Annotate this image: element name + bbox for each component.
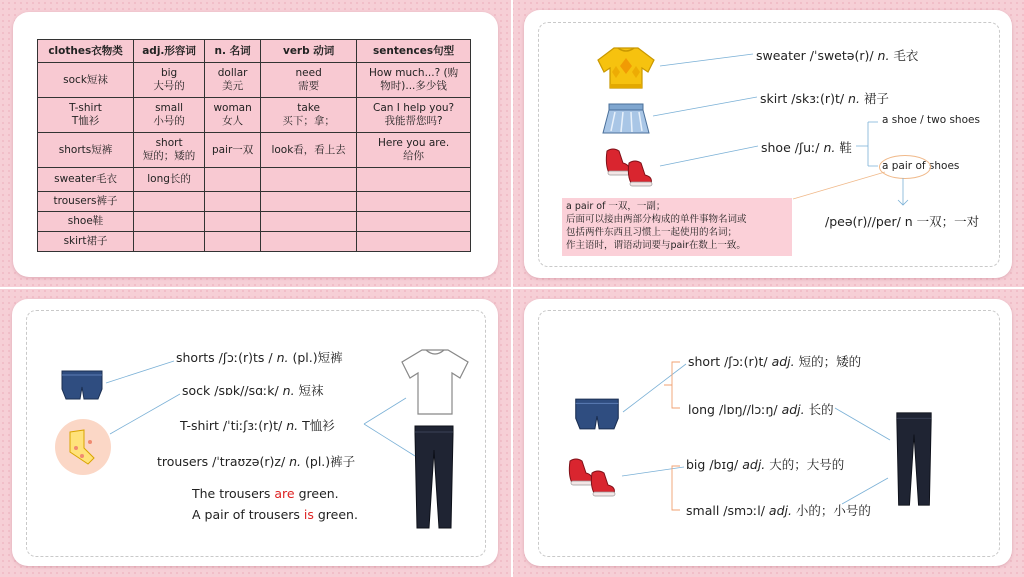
table-cell-verb xyxy=(261,63,357,98)
table-row xyxy=(38,133,471,168)
header-clothes: clothes衣物类 xyxy=(38,40,134,63)
shorts-word: shorts /ʃɔː(r)ts / xyxy=(176,350,277,365)
vocab-table xyxy=(37,39,471,252)
cell-line: pair一双 xyxy=(211,143,254,156)
small-pos: adj. xyxy=(768,503,792,518)
tshirt-cn: T恤衫 xyxy=(298,418,335,433)
cell-line: short xyxy=(155,137,183,149)
cell-line: need xyxy=(295,67,322,79)
shoes-icon-small xyxy=(566,455,622,499)
note-line: a pair of 一双，一副； xyxy=(566,201,666,212)
shoe-word: shoe /ʃuː/ xyxy=(761,140,824,155)
cell-line: How much...? (购 xyxy=(369,67,459,79)
table-cell-adj xyxy=(134,232,205,252)
header-adj: adj.形容词 xyxy=(134,40,205,63)
cell-line: sock短袜 xyxy=(63,73,108,86)
table-cell-sentence xyxy=(357,232,471,252)
example-sentence-1 xyxy=(192,486,339,501)
cell-line: trousers裤子 xyxy=(53,195,118,207)
table-cell-noun xyxy=(205,63,261,98)
table-cell-clothes xyxy=(38,63,134,98)
cell-line: woman xyxy=(213,102,252,114)
table-cell-noun xyxy=(205,192,261,212)
shorts-icon-small xyxy=(573,397,621,431)
table-cell-sentence xyxy=(357,98,471,133)
big-pos: adj. xyxy=(742,457,766,472)
table-row xyxy=(38,212,471,232)
example-sentence-2 xyxy=(192,507,358,522)
table-cell-verb xyxy=(261,98,357,133)
table-cell-sentence xyxy=(357,212,471,232)
table-cell-clothes xyxy=(38,168,134,192)
pair-ellipse xyxy=(879,155,931,179)
table-cell-sentence xyxy=(357,63,471,98)
table-cell-clothes xyxy=(38,133,134,168)
long-cn: 长的 xyxy=(804,402,834,417)
cell-line: take xyxy=(297,102,320,114)
table-cell-clothes xyxy=(38,192,134,212)
shorts-cn: (pl.)短裤 xyxy=(288,350,343,365)
skirt-entry xyxy=(760,89,889,107)
cell-line: 短的；矮的 xyxy=(142,150,196,162)
sock-word: sock /sɒk//sɑːk/ xyxy=(182,383,283,398)
header-sentences: sentences句型 xyxy=(357,40,471,63)
small-cn: 小的；小号的 xyxy=(791,503,871,518)
cell-line: 大号的 xyxy=(153,80,185,92)
sock-cn: 短袜 xyxy=(294,383,324,398)
jeans-icon-small xyxy=(895,405,933,513)
tshirt-word: T-shirt /ˈtiːʃɜː(r)t/ xyxy=(180,418,287,433)
sock-pos: n. xyxy=(282,383,295,398)
note-line: 包括两件东西且习惯上一起使用的名词； xyxy=(566,227,738,238)
table-row xyxy=(38,232,471,252)
cell-line: T恤衫 xyxy=(71,115,100,127)
trousers-word: trousers /ˈtraʊzə(r)z/ xyxy=(157,454,290,469)
table-cell-adj xyxy=(134,63,205,98)
cell-line: 给你 xyxy=(403,150,425,162)
sock-icon xyxy=(54,418,112,476)
sweater-icon xyxy=(594,44,658,90)
pair-of-note xyxy=(562,198,792,256)
skirt-icon xyxy=(601,103,651,135)
cell-line: big xyxy=(160,67,178,79)
table-cell-sentence xyxy=(357,192,471,212)
cell-line: Can I help you? xyxy=(373,102,455,114)
small-entry xyxy=(686,501,871,519)
cell-line: Here you are. xyxy=(377,137,450,149)
cell-line: shorts短裤 xyxy=(58,143,113,156)
cell-line: sweater毛衣 xyxy=(54,173,117,185)
table-cell-clothes xyxy=(38,212,134,232)
table-cell-adj xyxy=(134,168,205,192)
ex2-part-a: A pair of trousers xyxy=(192,507,304,522)
pair-of-shoes: a pair of shoes xyxy=(882,160,960,172)
cell-line: 买下；拿； xyxy=(282,115,335,127)
table-row xyxy=(38,63,471,98)
ex2-part-c: green. xyxy=(313,507,358,522)
cell-line: 女人 xyxy=(222,115,244,127)
table-cell-adj xyxy=(134,98,205,133)
cell-line: look看，看上去 xyxy=(271,143,346,156)
cell-line: 我能帮您吗? xyxy=(384,115,443,127)
shoe-one-two: a shoe / two shoes xyxy=(882,114,980,126)
table-cell-verb xyxy=(261,133,357,168)
table-row xyxy=(38,98,471,133)
table-cell-adj xyxy=(134,192,205,212)
ex1-part-a: The trousers xyxy=(192,486,275,501)
table-cell-sentence xyxy=(357,168,471,192)
table-cell-adj xyxy=(134,212,205,232)
shoe-entry xyxy=(761,138,852,156)
table-cell-verb xyxy=(261,232,357,252)
big-word: big /bɪɡ/ xyxy=(686,457,743,472)
sweater-entry xyxy=(756,46,918,64)
table-row xyxy=(38,192,471,212)
sweater-pos: n. xyxy=(877,48,890,63)
cell-line: T-shirt xyxy=(69,102,102,114)
jeans-icon xyxy=(413,424,455,530)
shoe-pos: n. xyxy=(823,140,836,155)
table-cell-verb xyxy=(261,212,357,232)
short-pos: adj. xyxy=(771,354,795,369)
cell-line: shoe鞋 xyxy=(67,215,104,227)
short-entry xyxy=(688,352,861,370)
table-row xyxy=(38,168,471,192)
skirt-cn: 裙子 xyxy=(859,91,889,106)
long-entry xyxy=(688,400,834,418)
tshirt-entry xyxy=(180,416,335,434)
long-pos: adj. xyxy=(781,402,805,417)
table-cell-verb xyxy=(261,168,357,192)
trousers-pos: n. xyxy=(289,454,302,469)
ex1-part-c: green. xyxy=(294,486,339,501)
table-cell-noun xyxy=(205,133,261,168)
cell-line: 需要 xyxy=(298,80,320,92)
sock-entry xyxy=(182,381,324,399)
table-cell-noun xyxy=(205,98,261,133)
tshirt-icon xyxy=(400,348,470,416)
ex2-verb: is xyxy=(303,507,314,522)
sweater-word: sweater /ˈswetə(r)/ xyxy=(756,48,878,63)
small-word: small /smɔːl/ xyxy=(686,503,769,518)
table-cell-noun xyxy=(205,232,261,252)
shorts-icon xyxy=(60,369,104,401)
cell-line: 物时)...多少钱 xyxy=(380,80,447,92)
table-cell-adj xyxy=(134,133,205,168)
trousers-cn: (pl.)裤子 xyxy=(301,454,356,469)
cell-line: long长的 xyxy=(147,173,191,185)
note-line: 后面可以接由两部分构成的单件事物名词或 xyxy=(566,214,747,225)
cell-line: small xyxy=(155,102,184,114)
table-header-row xyxy=(38,40,471,63)
shoes-icon xyxy=(603,145,659,189)
trousers-entry xyxy=(157,452,355,470)
table-cell-noun xyxy=(205,168,261,192)
shoe-cn: 鞋 xyxy=(835,140,852,155)
table-cell-sentence xyxy=(357,133,471,168)
big-cn: 大的；大号的 xyxy=(765,457,845,472)
shorts-pos: n. xyxy=(276,350,289,365)
header-verb: verb 动词 xyxy=(261,40,357,63)
shorts-entry xyxy=(176,348,343,366)
short-cn: 短的；矮的 xyxy=(794,354,862,369)
table-cell-verb xyxy=(261,192,357,212)
table-cell-noun xyxy=(205,212,261,232)
tshirt-pos: n. xyxy=(286,418,299,433)
header-noun: n. 名词 xyxy=(205,40,261,63)
long-word: long /lɒŋ//lɔːŋ/ xyxy=(688,402,782,417)
skirt-word: skirt /skɜː(r)t/ xyxy=(760,91,849,106)
cell-line: dollar xyxy=(217,67,248,79)
cell-line: 美元 xyxy=(222,80,244,92)
sweater-cn: 毛衣 xyxy=(889,48,919,63)
skirt-pos: n. xyxy=(848,91,860,106)
pair-phonetic: /peə(r)//per/ n 一双；一对 xyxy=(825,214,980,229)
cell-line: skirt裙子 xyxy=(63,235,108,247)
table-cell-clothes xyxy=(38,98,134,133)
ex1-verb: are xyxy=(274,486,295,501)
short-word: short /ʃɔː(r)t/ xyxy=(688,354,772,369)
big-entry xyxy=(686,455,844,473)
note-line: 作主语时，谓语动词要与pair在数上一致。 xyxy=(566,240,746,251)
cell-line: 小号的 xyxy=(153,115,185,127)
table-cell-clothes xyxy=(38,232,134,252)
